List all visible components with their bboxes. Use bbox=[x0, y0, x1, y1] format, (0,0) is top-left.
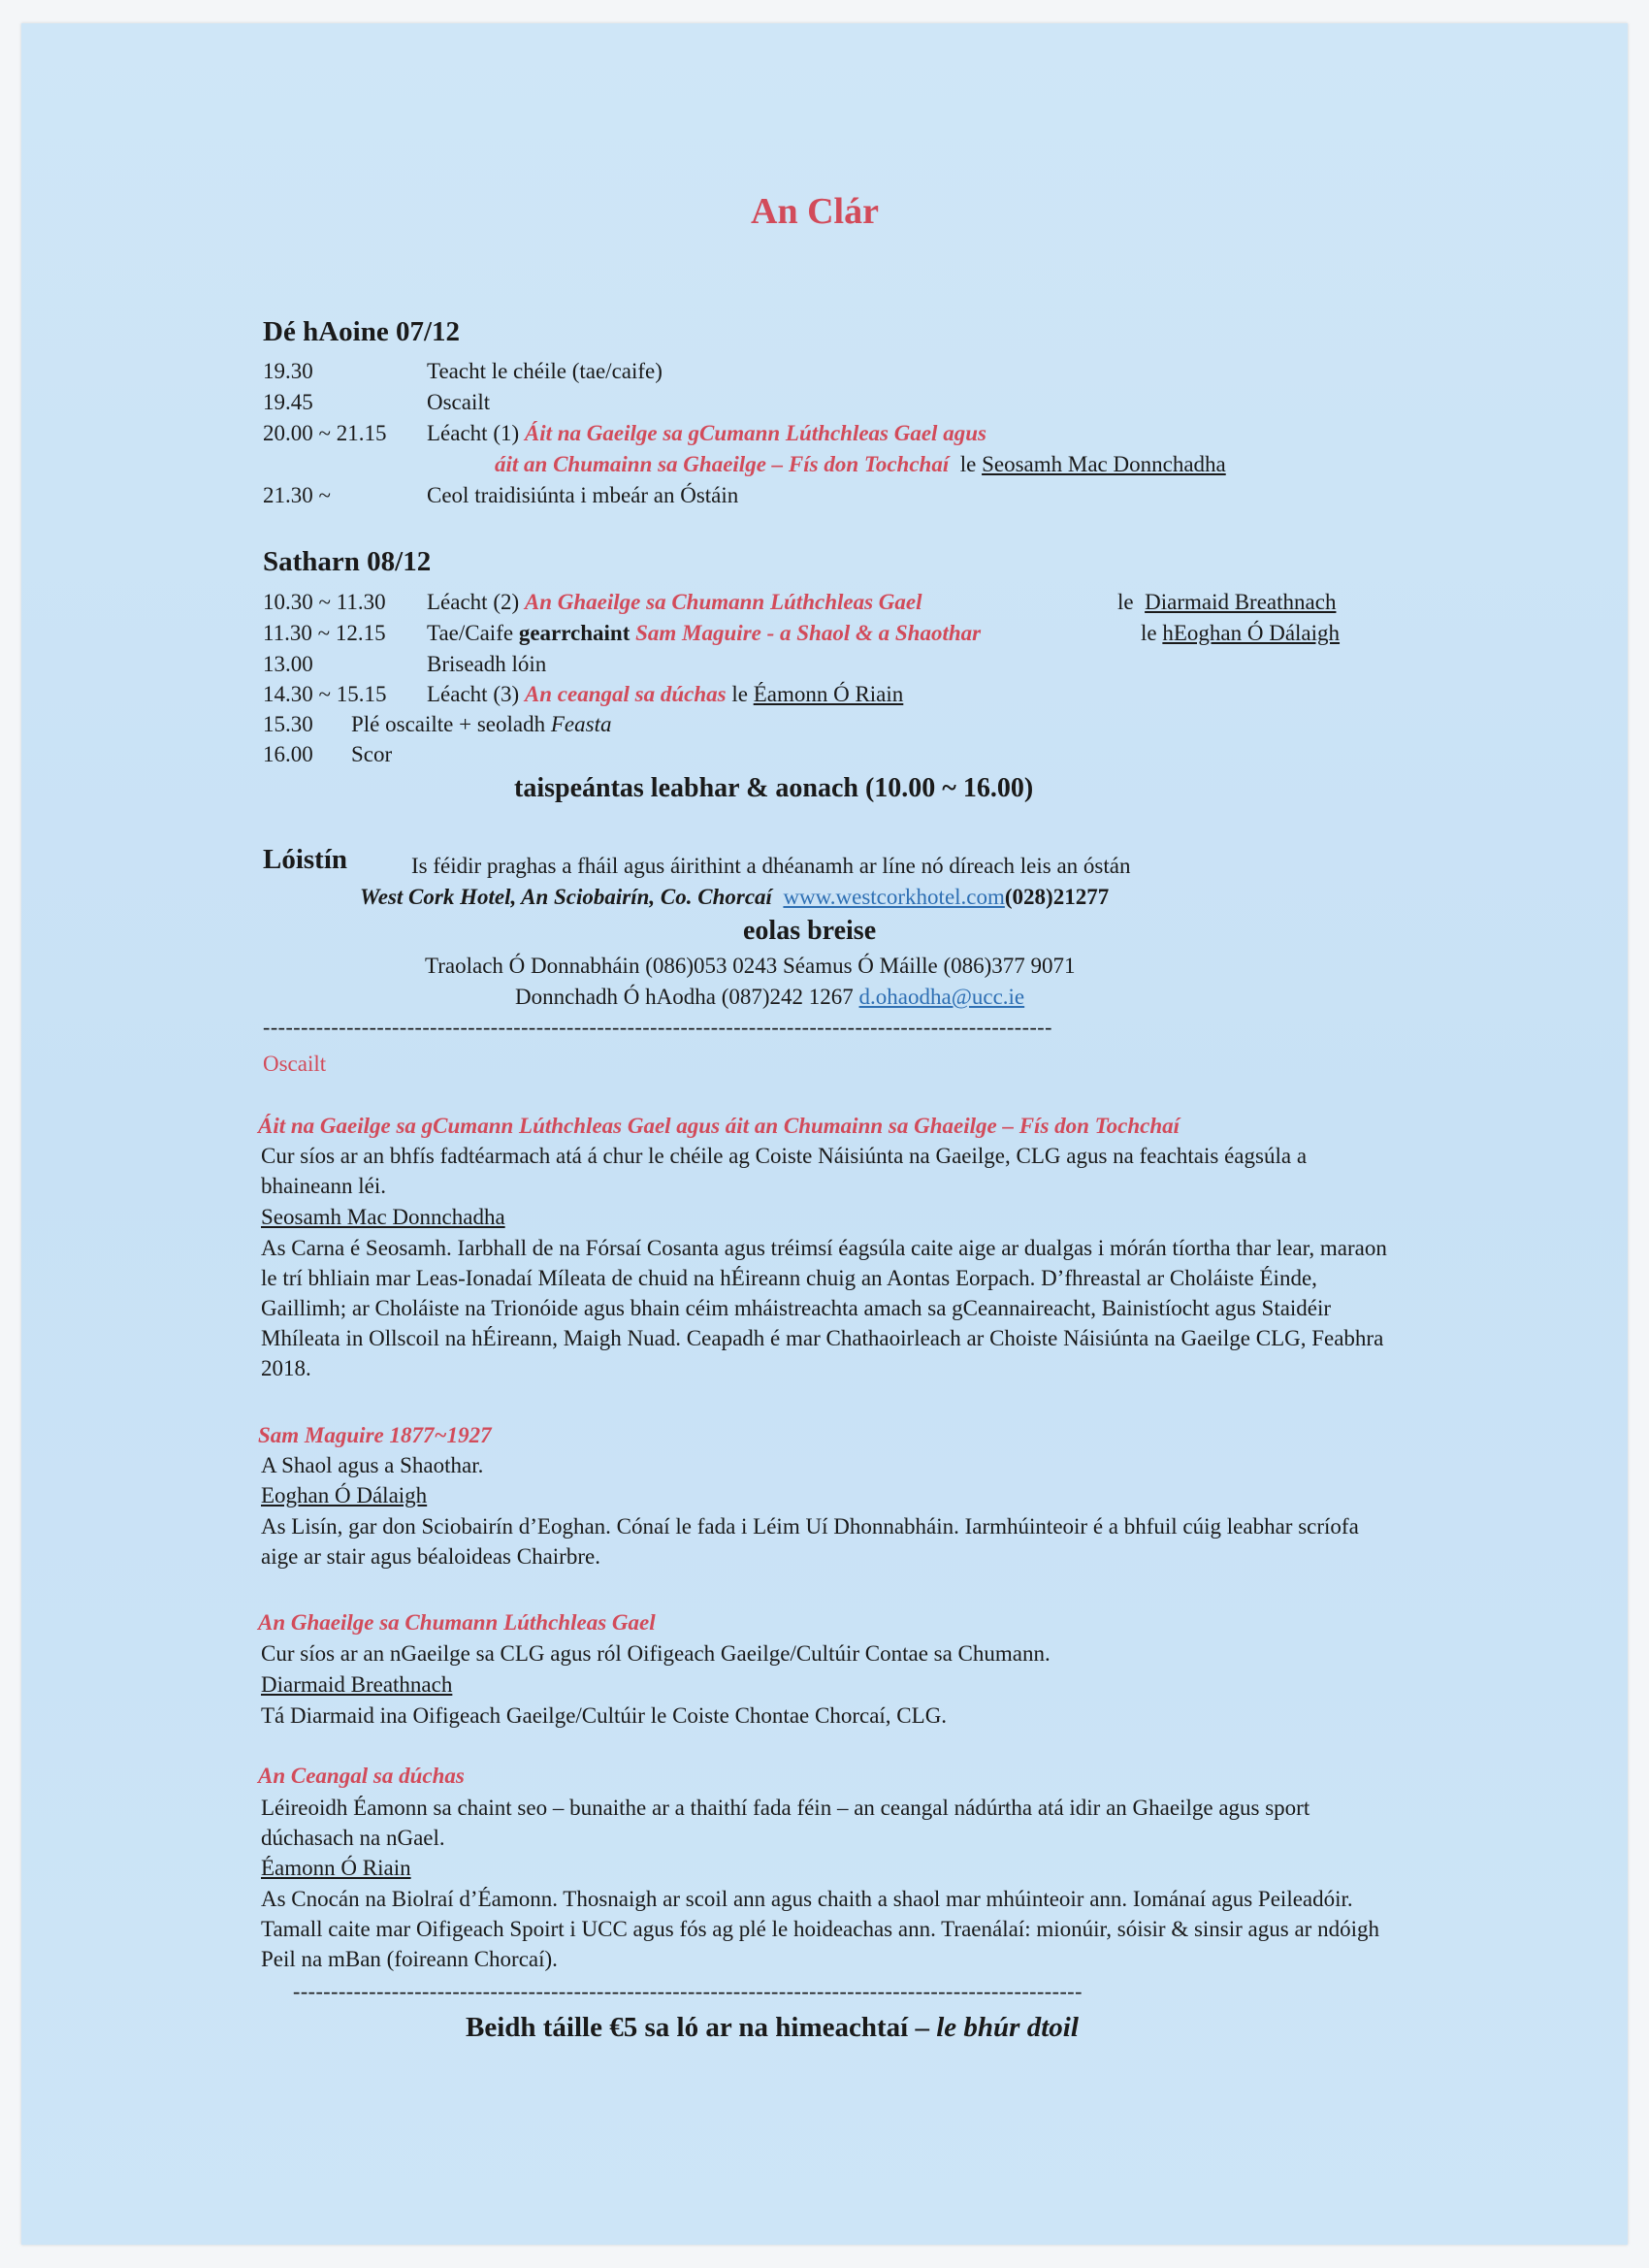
schedule-item: Ceol traidisiúnta i mbeár an Óstáin bbox=[427, 483, 739, 507]
oscailt-label: Oscailt bbox=[263, 1052, 327, 1076]
section-description: Cur síos ar an nGaeilge sa CLG agus ról Oifigeach Gaeilge/Cultúir Contae sa Chumann. bbox=[261, 1641, 1051, 1666]
schedule-time: 14.30 ~ 15.15 bbox=[263, 682, 387, 706]
schedule-time: 10.30 ~ 11.30 bbox=[263, 590, 386, 614]
section-bio: As Carna é Seosamh. Iarbhall de na Fórsaí Cosanta agus tréimsí éagsúla caite aige ar dualgas i mórán tíortha thar lear, maraon le trí bhliain mar Leas-Ionadaí Míleata de chuid na hÉireann chuig an Aontas Eorpach. D’fhreastal ar Choláiste Éinde, Gaillimh; ar Choláiste na Trionóide agus bhain céim mháistreachta amach sa gCeannaireacht, Bainistíocht agus Staidéir Mhíleata in Ollscoil na hÉireann, Maigh Nuad. Ceapadh é mar Chathaoirleach ar Choiste Náisiúnta na Gaeilge CLG, Feabhra 2018. bbox=[261, 1236, 1387, 1380]
lodging-heading: Lóistín bbox=[263, 844, 348, 875]
divider: -------------------------------------------------------------------------------------------------------- bbox=[293, 1979, 1083, 2003]
contact-text: Donnchadh Ó hAodha (087)242 1267 bbox=[515, 985, 854, 1009]
schedule-item: Teacht le chéile (tae/caife) bbox=[427, 359, 663, 383]
hotel-phone: (028)21277 bbox=[1004, 885, 1110, 909]
schedule-item: Oscailt bbox=[427, 390, 491, 414]
talk-prefix: Tae/Caife bbox=[427, 621, 514, 645]
section-title: Áit na Gaeilge sa gCumann Lúthchleas Gael agus áit an Chumainn sa Ghaeilge – Fís don Tochchaí bbox=[258, 1114, 1180, 1138]
schedule-time: 19.45 bbox=[263, 390, 313, 414]
hotel-line bbox=[360, 883, 1109, 912]
section-speaker: Éamonn Ó Riain bbox=[261, 1856, 411, 1880]
magazine-name: Feasta bbox=[550, 712, 612, 736]
fee-please: le bhúr dtoil bbox=[936, 2012, 1079, 2043]
section-speaker: Eoghan Ó Dálaigh bbox=[261, 1483, 428, 1507]
talk-by-line bbox=[1117, 588, 1336, 617]
section-bio: As Cnocán na Biolraí d’Éamonn. Thosnaigh ar scoil ann agus chaith a shaol mar mhúinteoir ann. Iománaí agus Peileadóir. Tamall caite mar Oifigeach Spoirt i UCC agus fós ag plé le hoideachas ann. Traenálaí: mionúir, sóisir & sinsir agus ar ndóigh Peil na mBan (foireann Chorcaí). bbox=[261, 1887, 1379, 1971]
talk-title: An Ghaeilge sa Chumann Lúthchleas Gael bbox=[524, 590, 922, 614]
schedule-item-continued bbox=[495, 450, 1226, 479]
talk-prefix: Léacht (2) bbox=[427, 590, 520, 614]
talk-title: áit an Chumainn sa Ghaeilge – Fís don Tochchaí bbox=[495, 452, 950, 476]
schedule-time: 20.00 ~ 21.15 bbox=[263, 421, 387, 445]
section-speaker: Diarmaid Breathnach bbox=[261, 1672, 453, 1697]
talk-prefix: Léacht (3) bbox=[427, 682, 520, 706]
item-text: Plé oscailte + seoladh bbox=[351, 712, 546, 736]
section-description: Léireoidh Éamonn sa chaint seo – bunaithe ar a thaithí fada féin – an ceangal nádúrtha atá idir an Ghaeilge agus sport dúchasach na nGael. bbox=[261, 1796, 1310, 1850]
schedule-item bbox=[427, 680, 903, 709]
section-title: Sam Maguire 1877~1927 bbox=[258, 1423, 492, 1447]
fee-text: Beidh táille €5 sa ló ar na himeachtaí – bbox=[466, 2012, 937, 2043]
schedule-time: 16.00 bbox=[263, 742, 313, 766]
section-description: Cur síos ar an bhfís fadtéarmach atá á chur le chéile ag Coiste Náisiúnta na Gaeilge, CLG agus na feachtais éagsúla a bhaineann léi. bbox=[261, 1144, 1308, 1198]
hotel-website-link[interactable]: www.westcorkhotel.com bbox=[783, 885, 1005, 909]
talk-title: Sam Maguire - a Shaol & a Shaothar bbox=[635, 621, 982, 645]
schedule-time: 19.30 bbox=[263, 359, 313, 383]
info-contacts: Traolach Ó Donnabháin (086)053 0243 Séamus Ó Máille (086)377 9071 bbox=[425, 954, 1076, 978]
schedule-time: 15.30 bbox=[263, 712, 313, 736]
schedule-time: 11.30 ~ 12.15 bbox=[263, 621, 386, 645]
schedule-item bbox=[427, 619, 981, 648]
schedule-item bbox=[427, 419, 986, 448]
talk-speaker: Diarmaid Breathnach bbox=[1145, 590, 1337, 614]
section-bio: As Lisín, gar don Sciobairín d’Eoghan. Cónaí le fada i Léim Uí Dhonnabháin. Iarmhúinteoir é a bhfuil cúig leabhar scríofa aige ar stair agus béaloideas Chairbre. bbox=[261, 1514, 1359, 1569]
divider: -------------------------------------------------------------------------------------------------------- bbox=[263, 1015, 1052, 1039]
schedule-item bbox=[351, 710, 611, 739]
talk-title: An ceangal sa dúchas bbox=[524, 682, 727, 706]
talk-title: Áit na Gaeilge sa gCumann Lúthchleas Gael agus bbox=[524, 421, 986, 445]
talk-by: le bbox=[1117, 590, 1134, 614]
schedule-time: 13.00 bbox=[263, 652, 313, 676]
lodging-text: Is féidir praghas a fháil agus áirithint a dhéanamh ar líne nó díreach leis an óstán bbox=[411, 854, 1131, 878]
fee-notice bbox=[466, 2012, 1079, 2044]
talk-by-line bbox=[1141, 619, 1340, 648]
talk-by: le bbox=[1141, 621, 1157, 645]
page-title: An Clár bbox=[751, 191, 879, 232]
section-title: An Ghaeilge sa Chumann Lúthchleas Gael bbox=[258, 1610, 656, 1635]
schedule-time: 21.30 ~ bbox=[263, 483, 331, 507]
section-speaker: Seosamh Mac Donnchadha bbox=[261, 1205, 505, 1229]
exhibition-line: taispeántas leabhar & aonach (10.00 ~ 16.00) bbox=[514, 773, 1034, 803]
section-title: An Ceangal sa dúchas bbox=[258, 1764, 465, 1788]
talk-speaker: Seosamh Mac Donnchadha bbox=[982, 452, 1226, 476]
info-heading: eolas breise bbox=[743, 916, 877, 946]
schedule-item: Briseadh lóin bbox=[427, 652, 547, 676]
talk-prefix: Léacht (1) bbox=[427, 421, 520, 445]
saturday-heading: Satharn 08/12 bbox=[263, 546, 432, 577]
schedule-item bbox=[427, 588, 922, 617]
talk-bold: gearrchaint bbox=[518, 621, 630, 645]
talk-by: le bbox=[959, 452, 977, 476]
section-bio: Tá Diarmaid ina Oifigeach Gaeilge/Cultúir le Coiste Chontae Chorcaí, CLG. bbox=[261, 1703, 948, 1728]
talk-by: le bbox=[731, 682, 748, 706]
talk-speaker: hEoghan Ó Dálaigh bbox=[1162, 621, 1341, 645]
schedule-item: Scor bbox=[351, 742, 393, 766]
friday-heading: Dé hAoine 07/12 bbox=[263, 316, 460, 347]
info-contacts-2 bbox=[515, 983, 1024, 1012]
hotel-name: West Cork Hotel, An Sciobairín, Co. Chorcaí bbox=[360, 885, 772, 909]
email-link[interactable]: d.ohaodha@ucc.ie bbox=[858, 985, 1025, 1009]
section-description: A Shaol agus a Shaothar. bbox=[261, 1453, 484, 1477]
talk-speaker: Éamonn Ó Riain bbox=[753, 682, 904, 706]
